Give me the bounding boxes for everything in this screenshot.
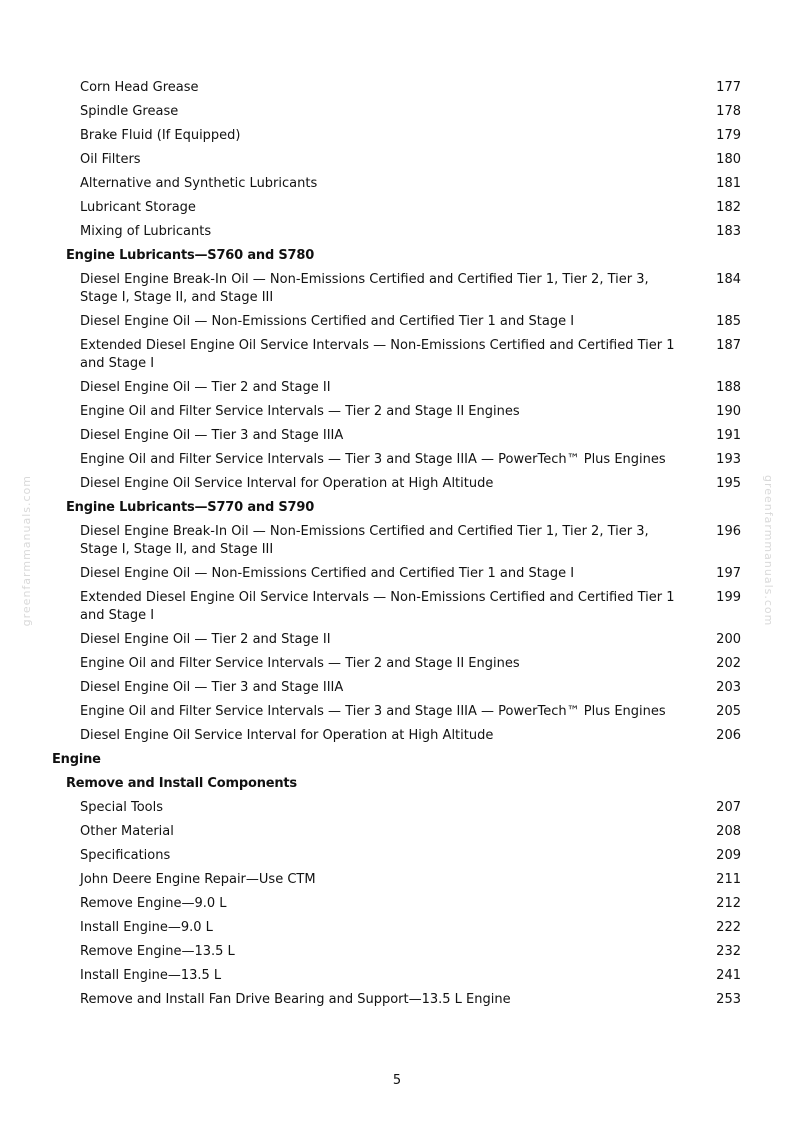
toc-entry-page: 211 <box>716 872 741 887</box>
toc-entry[interactable] <box>0 628 794 652</box>
toc-section-heading <box>0 496 794 520</box>
toc-entry-page: 205 <box>716 704 741 719</box>
toc-entry[interactable] <box>0 586 794 628</box>
toc-entry[interactable] <box>0 892 794 916</box>
toc-entry-page: 179 <box>716 128 741 143</box>
toc-entry-page: 200 <box>716 632 741 647</box>
toc-entry-page: 187 <box>716 338 741 353</box>
toc-entry-title: Diesel Engine Oil — Tier 3 and Stage IIIA <box>80 680 344 695</box>
toc-entry[interactable] <box>0 820 794 844</box>
toc-entry[interactable] <box>0 334 794 376</box>
toc-entry-title: Diesel Engine Oil — Non-Emissions Certified and Certified Tier 1 and Stage I <box>80 314 575 329</box>
toc-entry-title: Remove and Install Components <box>66 776 297 791</box>
toc-entry-title: Specifications <box>80 848 171 863</box>
toc-entry[interactable] <box>0 652 794 676</box>
toc-entry-page: 185 <box>716 314 741 329</box>
toc-entry[interactable] <box>0 448 794 472</box>
toc-entry[interactable] <box>0 988 794 1012</box>
toc-entry[interactable] <box>0 424 794 448</box>
toc-entry[interactable] <box>0 172 794 196</box>
toc-section-heading <box>0 772 794 796</box>
toc-entry[interactable] <box>0 520 794 562</box>
toc-entry-page: 203 <box>716 680 741 695</box>
toc-entry-page: 241 <box>716 968 741 983</box>
toc-entry-page: 180 <box>716 152 741 167</box>
toc-entry[interactable] <box>0 472 794 496</box>
toc-entry-page: 193 <box>716 452 741 467</box>
toc-entry-title: Engine Lubricants—S770 and S790 <box>66 500 315 515</box>
toc-entry[interactable] <box>0 310 794 334</box>
watermark-left: greenfarmmanuals.com <box>20 475 33 627</box>
toc-entry[interactable] <box>0 964 794 988</box>
toc-entry-page: 181 <box>716 176 741 191</box>
toc-entry-title: Diesel Engine Oil — Tier 2 and Stage II <box>80 380 331 395</box>
toc-entry-title: Engine Lubricants—S760 and S780 <box>66 248 315 263</box>
toc-entry[interactable] <box>0 220 794 244</box>
toc-entry[interactable] <box>0 868 794 892</box>
toc-entry[interactable] <box>0 124 794 148</box>
toc-entry-title: Engine Oil and Filter Service Intervals — Tier 3 and Stage IIIA — PowerTech™ Plus Engines <box>80 452 666 467</box>
toc-entry-title: Diesel Engine Oil — Tier 2 and Stage II <box>80 632 331 647</box>
toc-entry-title: Diesel Engine Oil Service Interval for Operation at High Altitude <box>80 728 494 743</box>
toc-entry-title: Install Engine—13.5 L <box>80 968 222 983</box>
toc-entry-title: Diesel Engine Break-In Oil — Non-Emissions Certified and Certified Tier 1, Tier 2, Tier 3, Stage I, Stage II, and Stage III <box>80 524 649 557</box>
toc-entry[interactable] <box>0 148 794 172</box>
toc-entry-title: Mixing of Lubricants <box>80 224 212 239</box>
toc-entry-title: Diesel Engine Break-In Oil — Non-Emissions Certified and Certified Tier 1, Tier 2, Tier 3, Stage I, Stage II, and Stage III <box>80 272 649 305</box>
toc-entry-page: 232 <box>716 944 741 959</box>
toc-entry-page: 188 <box>716 380 741 395</box>
toc-entry-title: Other Material <box>80 824 174 839</box>
toc-entry-title: Remove Engine—13.5 L <box>80 944 235 959</box>
toc-entry-title: Alternative and Synthetic Lubricants <box>80 176 318 191</box>
toc-entry[interactable] <box>0 700 794 724</box>
toc-entry-page: 196 <box>716 524 741 539</box>
toc-entry-title: Remove and Install Fan Drive Bearing and Support—13.5 L Engine <box>80 992 511 1007</box>
toc-entry-page: 212 <box>716 896 741 911</box>
toc-entry[interactable] <box>0 268 794 310</box>
toc-entry[interactable] <box>0 796 794 820</box>
toc-entry-title: Engine Oil and Filter Service Intervals — Tier 3 and Stage IIIA — PowerTech™ Plus Engines <box>80 704 666 719</box>
toc-entry-title: Diesel Engine Oil — Non-Emissions Certified and Certified Tier 1 and Stage I <box>80 566 575 581</box>
toc-entry-page: 183 <box>716 224 741 239</box>
toc-entry-title: Diesel Engine Oil — Tier 3 and Stage IIIA <box>80 428 344 443</box>
toc-entry-title: Extended Diesel Engine Oil Service Intervals — Non-Emissions Certified and Certified Tier 1 and Stage I <box>80 590 675 623</box>
toc-entry-page: 209 <box>716 848 741 863</box>
toc-entry-title: Extended Diesel Engine Oil Service Intervals — Non-Emissions Certified and Certified Tier 1 and Stage I <box>80 338 675 371</box>
toc-entry[interactable] <box>0 400 794 424</box>
table-of-contents <box>0 76 794 1012</box>
page-number: 5 <box>392 1073 402 1088</box>
toc-entry[interactable] <box>0 76 794 100</box>
toc-entry-title: Oil Filters <box>80 152 141 167</box>
toc-entry-title: Engine <box>52 752 101 767</box>
toc-entry-title: Spindle Grease <box>80 104 179 119</box>
toc-entry-title: Diesel Engine Oil Service Interval for Operation at High Altitude <box>80 476 494 491</box>
toc-entry[interactable] <box>0 724 794 748</box>
toc-section-heading <box>0 244 794 268</box>
toc-entry[interactable] <box>0 100 794 124</box>
toc-entry[interactable] <box>0 676 794 700</box>
toc-entry-page: 177 <box>716 80 741 95</box>
toc-entry-page: 206 <box>716 728 741 743</box>
toc-entry[interactable] <box>0 844 794 868</box>
toc-entry-title: Engine Oil and Filter Service Intervals — Tier 2 and Stage II Engines <box>80 404 520 419</box>
toc-entry-page: 178 <box>716 104 741 119</box>
toc-entry-page: 195 <box>716 476 741 491</box>
toc-entry-title: John Deere Engine Repair—Use CTM <box>80 872 316 887</box>
toc-entry[interactable] <box>0 940 794 964</box>
toc-entry-page: 182 <box>716 200 741 215</box>
toc-entry-title: Install Engine—9.0 L <box>80 920 213 935</box>
toc-section-heading <box>0 748 794 772</box>
toc-entry-title: Special Tools <box>80 800 163 815</box>
toc-entry-title: Corn Head Grease <box>80 80 199 95</box>
toc-entry[interactable] <box>0 562 794 586</box>
toc-entry-title: Brake Fluid (If Equipped) <box>80 128 241 143</box>
toc-entry-title: Engine Oil and Filter Service Intervals — Tier 2 and Stage II Engines <box>80 656 520 671</box>
toc-entry[interactable] <box>0 196 794 220</box>
toc-entry-page: 199 <box>716 590 741 605</box>
toc-entry-page: 207 <box>716 800 741 815</box>
toc-entry-title: Lubricant Storage <box>80 200 196 215</box>
toc-entry-page: 191 <box>716 428 741 443</box>
toc-entry[interactable] <box>0 916 794 940</box>
toc-entry-page: 253 <box>716 992 741 1007</box>
toc-entry-page: 197 <box>716 566 741 581</box>
toc-entry-page: 222 <box>716 920 741 935</box>
toc-entry[interactable] <box>0 376 794 400</box>
toc-entry-title: Remove Engine—9.0 L <box>80 896 227 911</box>
toc-entry-page: 202 <box>716 656 741 671</box>
toc-entry-page: 184 <box>716 272 741 287</box>
toc-entry-page: 208 <box>716 824 741 839</box>
toc-entry-page: 190 <box>716 404 741 419</box>
watermark-right: greenfarmmanuals.com <box>762 475 775 627</box>
